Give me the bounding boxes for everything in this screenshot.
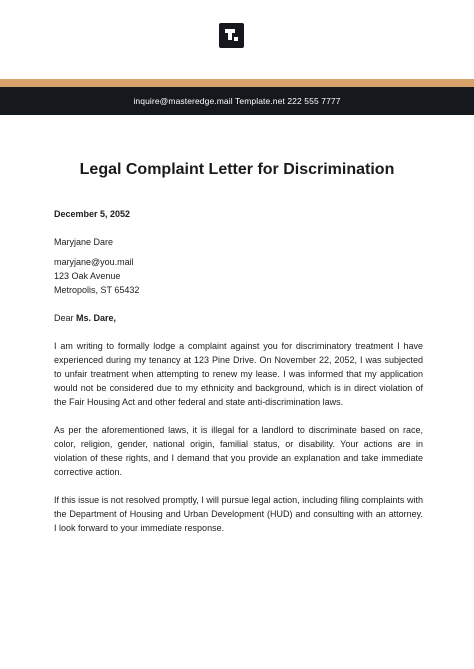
accent-stripe xyxy=(0,79,474,87)
template-logo xyxy=(219,23,244,48)
sender-email: maryjane@you.mail xyxy=(54,257,134,267)
recipient-name: Ms. Dare, xyxy=(76,313,117,323)
letter-title: Legal Complaint Letter for Discrimination xyxy=(79,161,395,178)
paragraph-complaint: I am writing to formally lodge a complaint against you for discriminatory treatment I have experienced during my tenancy at 123 Pine Drive. On November 22, 2052, I was subjected to unfair treatment when attempting to renew my lease. I was informed that my application would not be considered due to my ethnicity and background, which is in direct violation of the Fair Housing Act and other federal and state anti-discrimination laws. xyxy=(54,341,423,407)
sender-city: Metropolis, ST 65432 xyxy=(54,285,140,295)
sender-name: Maryjane Dare xyxy=(54,237,114,247)
paragraph-next-steps: If this issue is not resolved promptly, I will pursue legal action, including filing complaints with the Department of Housing and Urban Development (HUD) and consulting with an attorney. I look forward to your immediate response. xyxy=(54,495,423,533)
greeting-word: Dear xyxy=(54,313,74,323)
contact-info: inquire@masteredge.mail Template.net 222 555 7777 xyxy=(133,96,341,106)
sender-street: 123 Oak Avenue xyxy=(54,271,121,281)
sender-address-block xyxy=(54,255,423,297)
contact-banner xyxy=(0,87,474,115)
letter-body xyxy=(54,207,423,535)
salutation xyxy=(54,311,423,325)
letter-date: December 5, 2052 xyxy=(54,209,131,219)
logo-t-icon xyxy=(225,29,238,42)
paragraph-legal-basis: As per the aforementioned laws, it is illegal for a landlord to discriminate based on race, color, religion, gender, national origin, familial status, or disability. Your actions are in violation of these rights, and I demand that you provide an explanation and take immediate corrective action. xyxy=(54,425,423,477)
